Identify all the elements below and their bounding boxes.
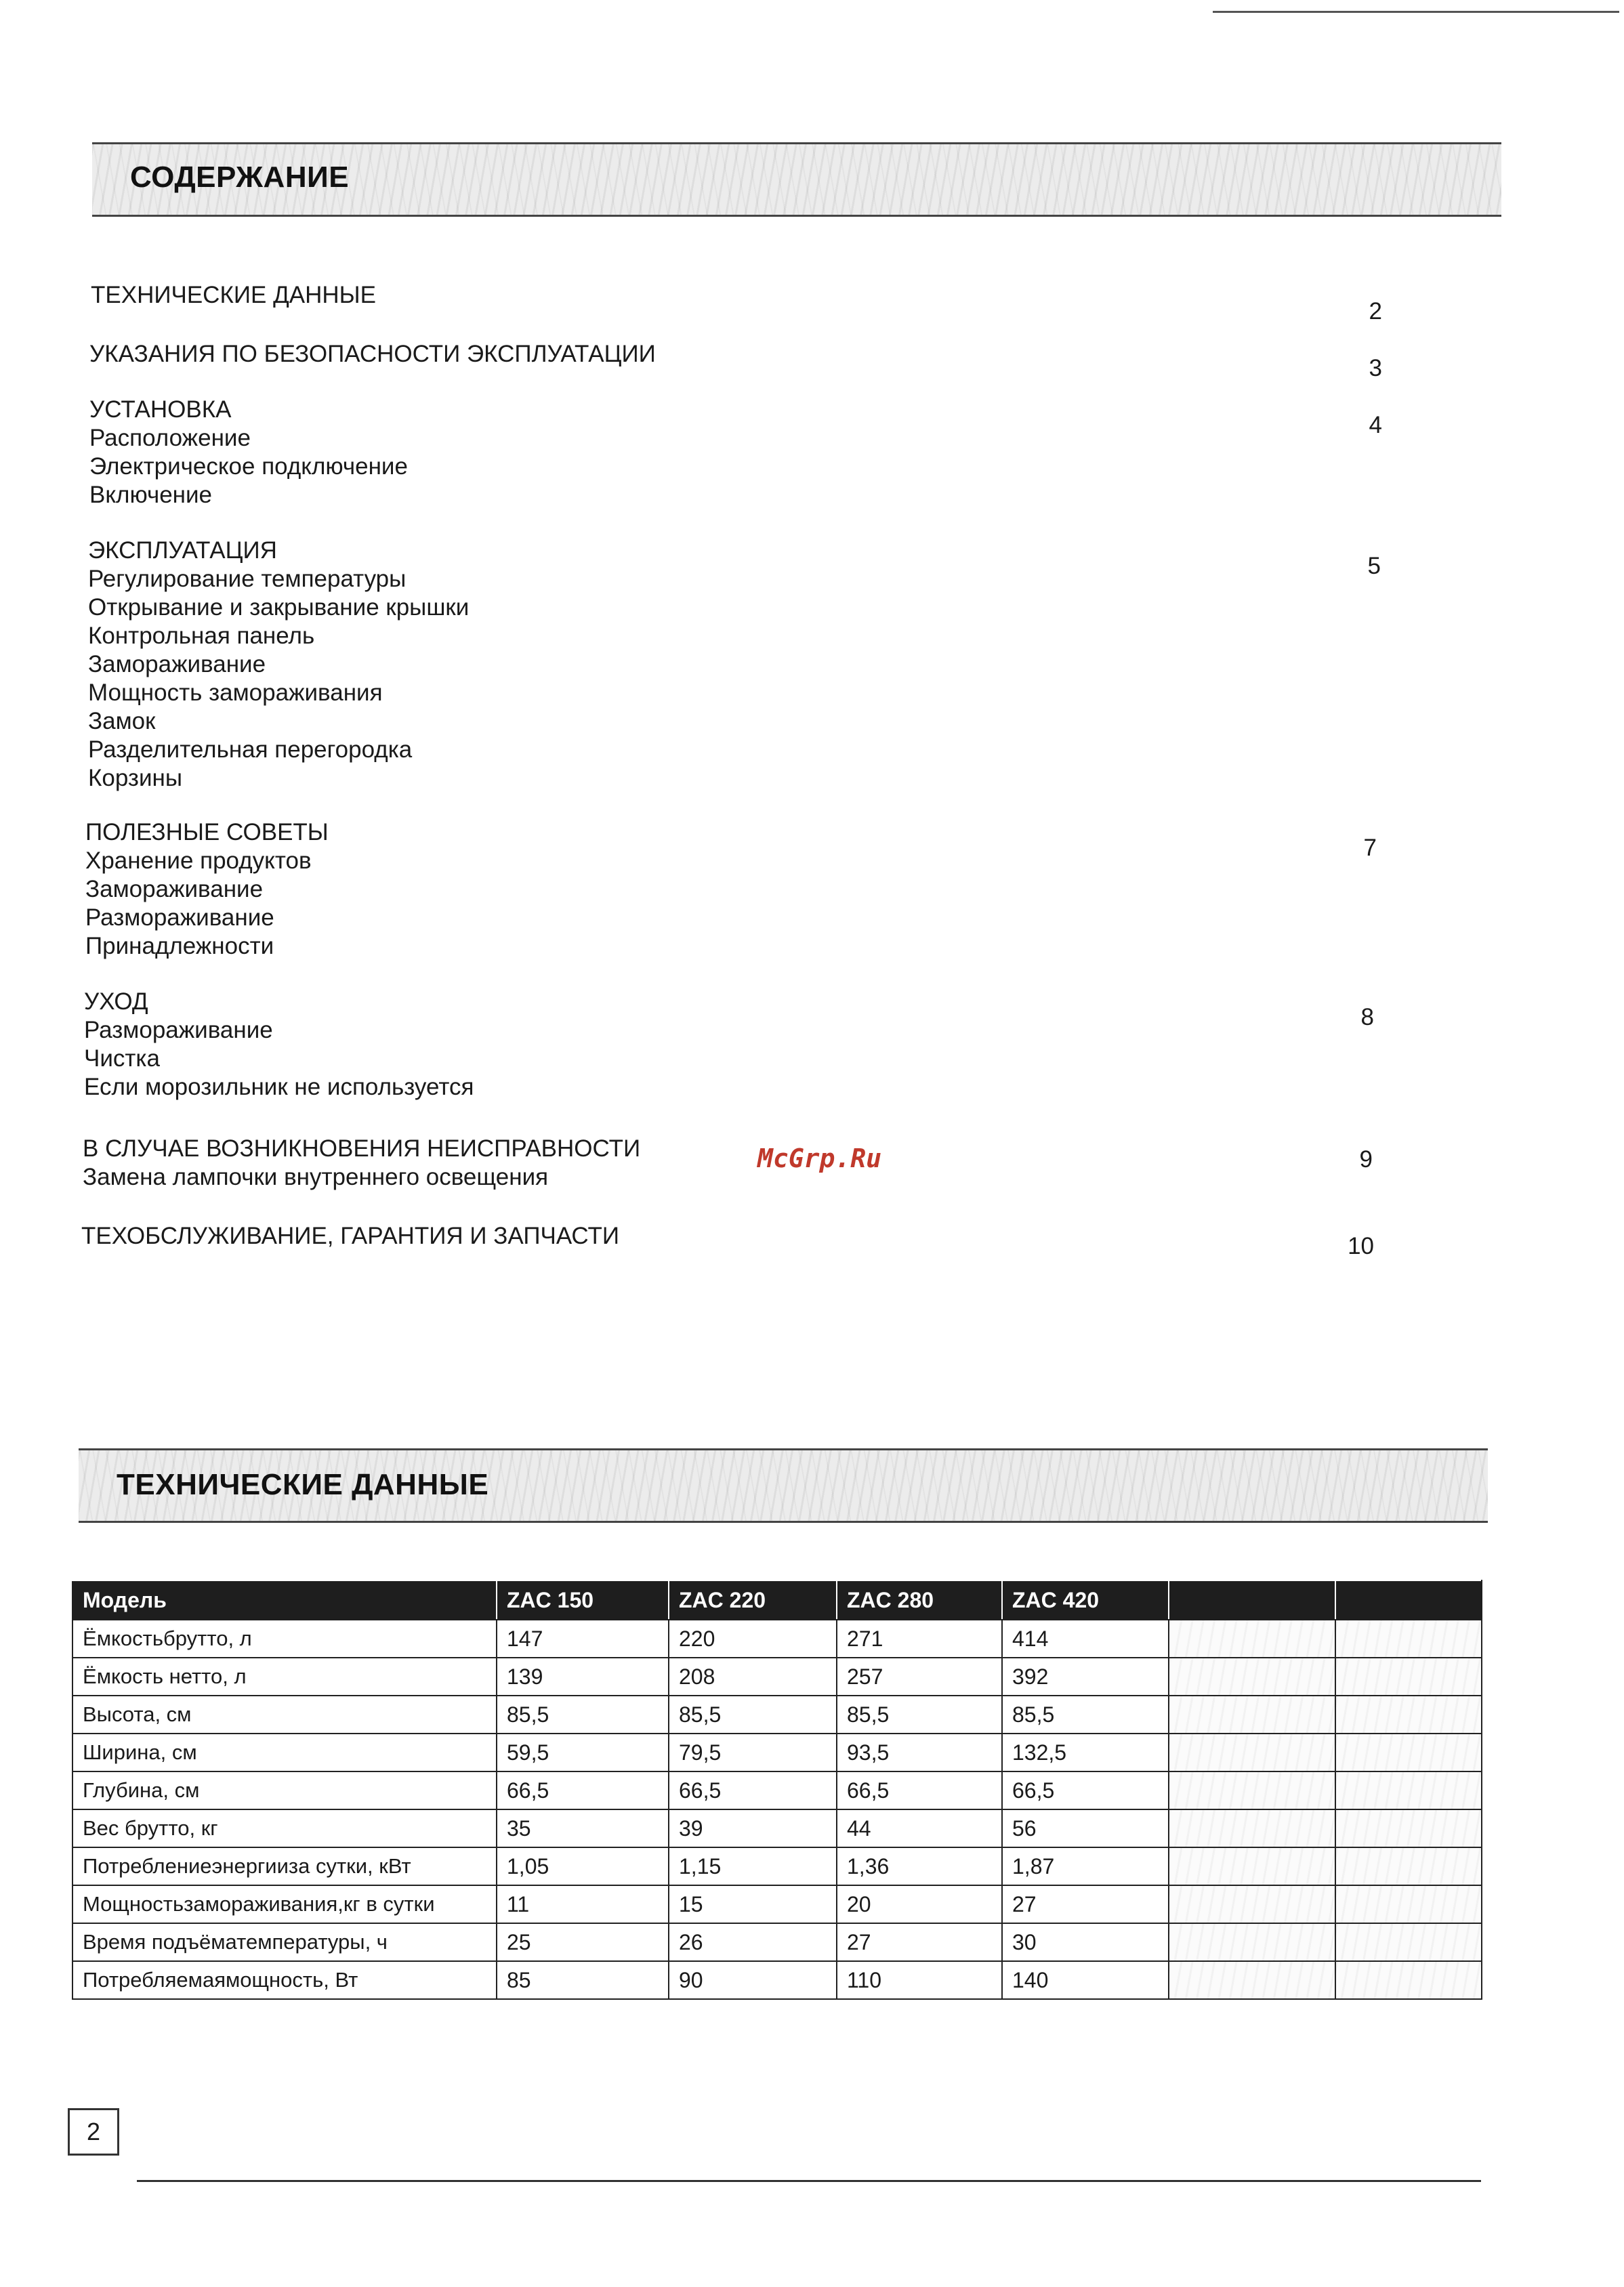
toc-entry-troubleshooting[interactable] <box>83 1135 640 1192</box>
toc-subitem: Размораживание <box>84 1017 273 1043</box>
table-row <box>72 1809 1482 1847</box>
table-cell: 27 <box>837 1923 1002 1961</box>
table-header-row <box>72 1580 1482 1620</box>
table-cell <box>1335 1847 1482 1885</box>
table-cell: 30 <box>1002 1923 1169 1961</box>
toc-page-number: 2 <box>1369 298 1382 324</box>
table-cell: 1,05 <box>497 1847 669 1885</box>
table-row <box>72 1885 1482 1923</box>
toc-subitem: Открывание и закрывание крышки <box>88 594 470 621</box>
toc-entry-safety[interactable] <box>89 340 656 369</box>
table-cell: 85,5 <box>1002 1696 1169 1734</box>
toc-subitem: Расположение <box>89 425 251 451</box>
table-cell <box>1335 1658 1482 1696</box>
table-cell: 414 <box>1002 1620 1169 1658</box>
table-row <box>72 1847 1482 1885</box>
row-label: Ширина, см <box>72 1734 497 1771</box>
table-cell <box>1335 1696 1482 1734</box>
toc-entry-service[interactable] <box>81 1222 619 1251</box>
toc-subitem: Электрическое подключение <box>89 453 408 480</box>
table-cell: 66,5 <box>837 1771 1002 1809</box>
table-row <box>72 1734 1482 1771</box>
toc-heading: ЭКСПЛУАТАЦИЯ <box>88 537 277 564</box>
toc-heading: УКАЗАНИЯ ПО БЕЗОПАСНОСТИ ЭКСПЛУАТАЦИИ <box>89 341 656 367</box>
table-row <box>72 1696 1482 1734</box>
table-cell <box>1169 1658 1335 1696</box>
table-cell: 392 <box>1002 1658 1169 1696</box>
toc-subitem: Замораживание <box>88 651 266 677</box>
tech-data-header <box>79 1448 1488 1523</box>
table-cell <box>1169 1696 1335 1734</box>
toc-subitem: Мощность замораживания <box>88 679 383 706</box>
toc-subitem: Регулирование температуры <box>88 566 407 592</box>
table-cell: 139 <box>497 1658 669 1696</box>
row-label: Потреблениеэнергииза сутки, кВт <box>72 1847 497 1885</box>
column-header: ZAC 150 <box>497 1580 669 1620</box>
top-rule <box>1213 11 1619 13</box>
column-header <box>1169 1580 1335 1620</box>
column-header: ZAC 220 <box>669 1580 837 1620</box>
table-cell: 220 <box>669 1620 837 1658</box>
table-row <box>72 1923 1482 1961</box>
table-cell <box>1335 1620 1482 1658</box>
toc-subitem: Хранение продуктов <box>85 847 312 874</box>
row-label: Ёмкостьбрутто, л <box>72 1620 497 1658</box>
table-cell: 44 <box>837 1809 1002 1847</box>
contents-title: СОДЕРЖАНИЕ <box>130 161 350 194</box>
toc-page-number: 7 <box>1363 835 1377 861</box>
toc-subitem: Корзины <box>88 765 183 791</box>
table-cell: 25 <box>497 1923 669 1961</box>
toc-entry-installation[interactable] <box>89 396 408 509</box>
toc-subitem: Контрольная панель <box>88 623 315 649</box>
toc-subitem: Разделительная перегородка <box>88 736 413 763</box>
row-label: Вес брутто, кг <box>72 1809 497 1847</box>
table-cell <box>1169 1620 1335 1658</box>
table-cell: 1,36 <box>837 1847 1002 1885</box>
table-cell: 85,5 <box>497 1696 669 1734</box>
table-cell: 66,5 <box>497 1771 669 1809</box>
table-cell: 27 <box>1002 1885 1169 1923</box>
table-cell: 66,5 <box>1002 1771 1169 1809</box>
column-header: ZAC 280 <box>837 1580 1002 1620</box>
toc-heading: УСТАНОВКА <box>89 396 232 423</box>
table-cell <box>1169 1847 1335 1885</box>
table-cell: 85,5 <box>669 1696 837 1734</box>
table-cell: 140 <box>1002 1961 1169 1999</box>
toc-heading: ПОЛЕЗНЫЕ СОВЕТЫ <box>85 819 329 845</box>
table-cell: 26 <box>669 1923 837 1961</box>
table-cell: 1,15 <box>669 1847 837 1885</box>
table-cell <box>1335 1771 1482 1809</box>
toc-subitem: Замена лампочки внутреннего освещения <box>83 1164 549 1190</box>
table-cell <box>1169 1734 1335 1771</box>
toc-subitem: Чистка <box>84 1045 160 1072</box>
table-cell: 11 <box>497 1885 669 1923</box>
toc-subitem: Принадлежности <box>85 933 274 959</box>
table-cell <box>1169 1771 1335 1809</box>
table-cell: 85,5 <box>837 1696 1002 1734</box>
table-cell: 271 <box>837 1620 1002 1658</box>
table-row <box>72 1961 1482 1999</box>
table-cell: 93,5 <box>837 1734 1002 1771</box>
table-cell: 35 <box>497 1809 669 1847</box>
contents-header <box>92 142 1501 217</box>
table-cell <box>1335 1885 1482 1923</box>
table-row <box>72 1658 1482 1696</box>
toc-entry-tech-data[interactable] <box>91 281 376 310</box>
table-cell: 1,87 <box>1002 1847 1169 1885</box>
row-label: Высота, см <box>72 1696 497 1734</box>
toc-page-number: 4 <box>1369 412 1382 438</box>
toc-page-number: 10 <box>1348 1233 1374 1259</box>
table-cell: 15 <box>669 1885 837 1923</box>
row-label: Мощностьзамораживания,кг в сутки <box>72 1885 497 1923</box>
table-row <box>72 1620 1482 1658</box>
toc-entry-care[interactable] <box>84 988 474 1101</box>
table-cell: 90 <box>669 1961 837 1999</box>
table-cell <box>1335 1923 1482 1961</box>
row-label: Ёмкость нетто, л <box>72 1658 497 1696</box>
table-cell <box>1335 1961 1482 1999</box>
toc-heading: ТЕХНИЧЕСКИЕ ДАННЫЕ <box>91 282 376 308</box>
row-label: Время подъёматемпературы, ч <box>72 1923 497 1961</box>
toc-subitem: Замок <box>88 708 156 734</box>
toc-subitem: Если морозильник не используется <box>84 1074 474 1100</box>
toc-heading: ТЕХОБСЛУЖИВАНИЕ, ГАРАНТИЯ И ЗАПЧАСТИ <box>81 1223 620 1249</box>
table-cell: 110 <box>837 1961 1002 1999</box>
table-cell: 85 <box>497 1961 669 1999</box>
tech-data-title: ТЕХНИЧЕСКИЕ ДАННЫЕ <box>117 1468 489 1501</box>
row-label: Глубина, см <box>72 1771 497 1809</box>
table-cell <box>1169 1809 1335 1847</box>
table-cell: 257 <box>837 1658 1002 1696</box>
table-cell: 56 <box>1002 1809 1169 1847</box>
table-cell: 59,5 <box>497 1734 669 1771</box>
table-cell <box>1335 1734 1482 1771</box>
footer-rule <box>137 2180 1481 2182</box>
specs-table <box>72 1580 1482 2000</box>
column-header: Модель <box>72 1580 497 1620</box>
table-cell: 20 <box>837 1885 1002 1923</box>
table-cell: 208 <box>669 1658 837 1696</box>
table-cell: 39 <box>669 1809 837 1847</box>
table-cell <box>1169 1961 1335 1999</box>
toc-heading: УХОД <box>84 988 148 1015</box>
toc-entry-operation[interactable] <box>88 537 469 793</box>
table-cell <box>1169 1923 1335 1961</box>
toc-page-number: 8 <box>1360 1004 1374 1030</box>
toc-subitem: Замораживание <box>85 876 264 902</box>
table-cell <box>1335 1809 1482 1847</box>
table-row <box>72 1771 1482 1809</box>
toc-entry-tips[interactable] <box>85 818 329 961</box>
column-header: ZAC 420 <box>1002 1580 1169 1620</box>
toc-page-number: 3 <box>1369 355 1382 381</box>
table-cell: 132,5 <box>1002 1734 1169 1771</box>
table-cell: 66,5 <box>669 1771 837 1809</box>
toc-subitem: Включение <box>89 482 212 508</box>
table-cell: 147 <box>497 1620 669 1658</box>
toc-heading: В СЛУЧАЕ ВОЗНИКНОВЕНИЯ НЕИСПРАВНОСТИ <box>83 1135 641 1162</box>
toc-page-number: 9 <box>1359 1146 1373 1173</box>
table-cell <box>1169 1885 1335 1923</box>
toc-page-number: 5 <box>1367 553 1381 579</box>
row-label: Потребляемаямощность, Вт <box>72 1961 497 1999</box>
column-header <box>1335 1580 1482 1620</box>
page-number: 2 <box>68 2108 119 2156</box>
table-cell: 79,5 <box>669 1734 837 1771</box>
toc-subitem: Размораживание <box>85 904 274 931</box>
watermark[interactable]: McGrp.Ru <box>757 1144 882 1173</box>
